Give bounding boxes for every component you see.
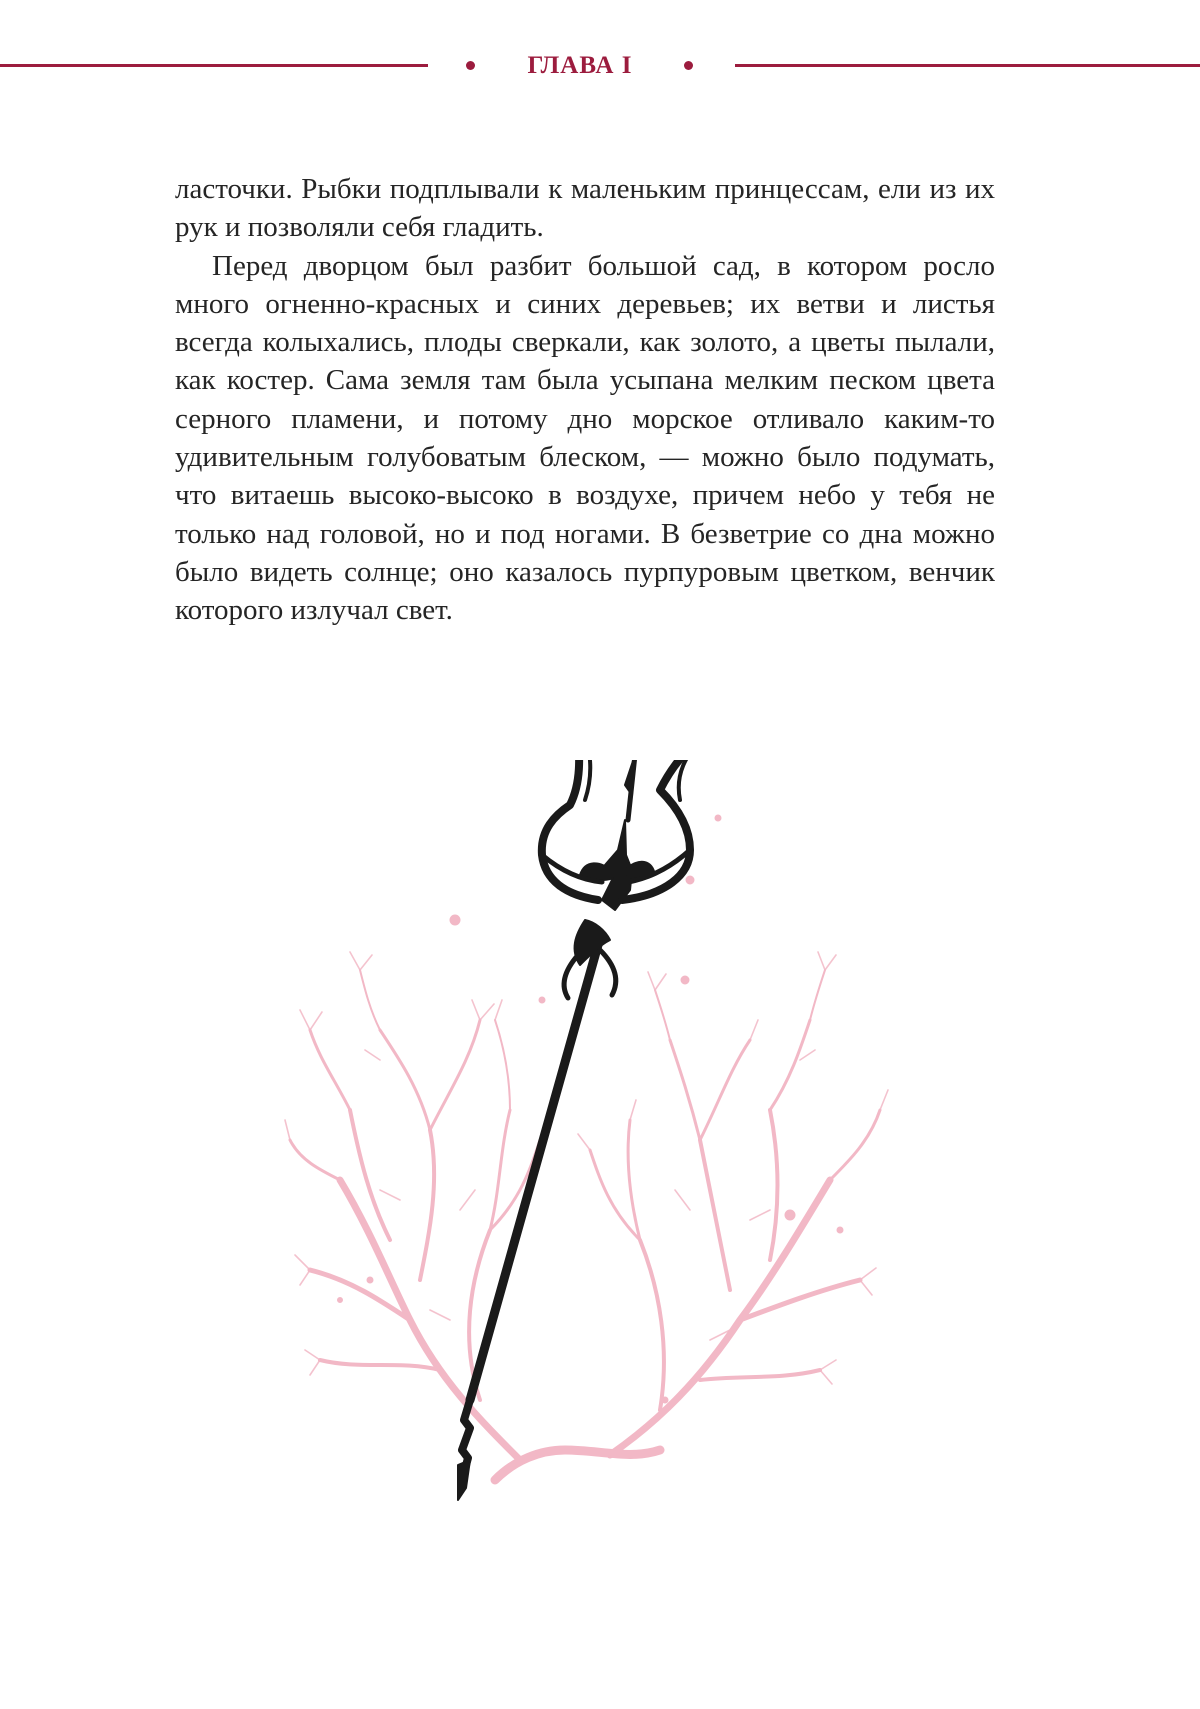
body-text xyxy=(175,170,995,630)
header-dot-left xyxy=(466,61,475,70)
paragraph-2: Перед дворцом был разбит большой сад, в котором росло много огненно-красных и синих деревьев; их ветви и листья всегда колыхались, плоды сверкали, как золото, а цветы пылали, как костер. Сама земля там была усыпана мелким песком цвета серного пламени, и потому дно морское отливало каким-то удивительным голубоватым блеском, — можно было подумать, что витаешь высоко-высоко в воздухе, причем небо у тебя не только над головой, но и под ногами. В безветрие со дна можно было видеть солнце; оно казалось пурпуровым цветком, венчик которого излучал свет. xyxy=(175,249,995,627)
chapter-header xyxy=(0,50,1200,82)
chapter-title: ГЛАВА I xyxy=(527,52,633,79)
coral-illustration xyxy=(285,815,888,1480)
trident-illustration xyxy=(458,760,705,1500)
header-rule-left xyxy=(0,64,428,67)
paragraph-1: ласточки. Рыбки подплывали к маленьким принцессам, ели из их рук и позволяли себя гладить. xyxy=(175,173,995,244)
header-dot-right xyxy=(684,61,693,70)
header-rule-right xyxy=(735,64,1200,67)
trident-coral-illustration xyxy=(280,760,920,1540)
